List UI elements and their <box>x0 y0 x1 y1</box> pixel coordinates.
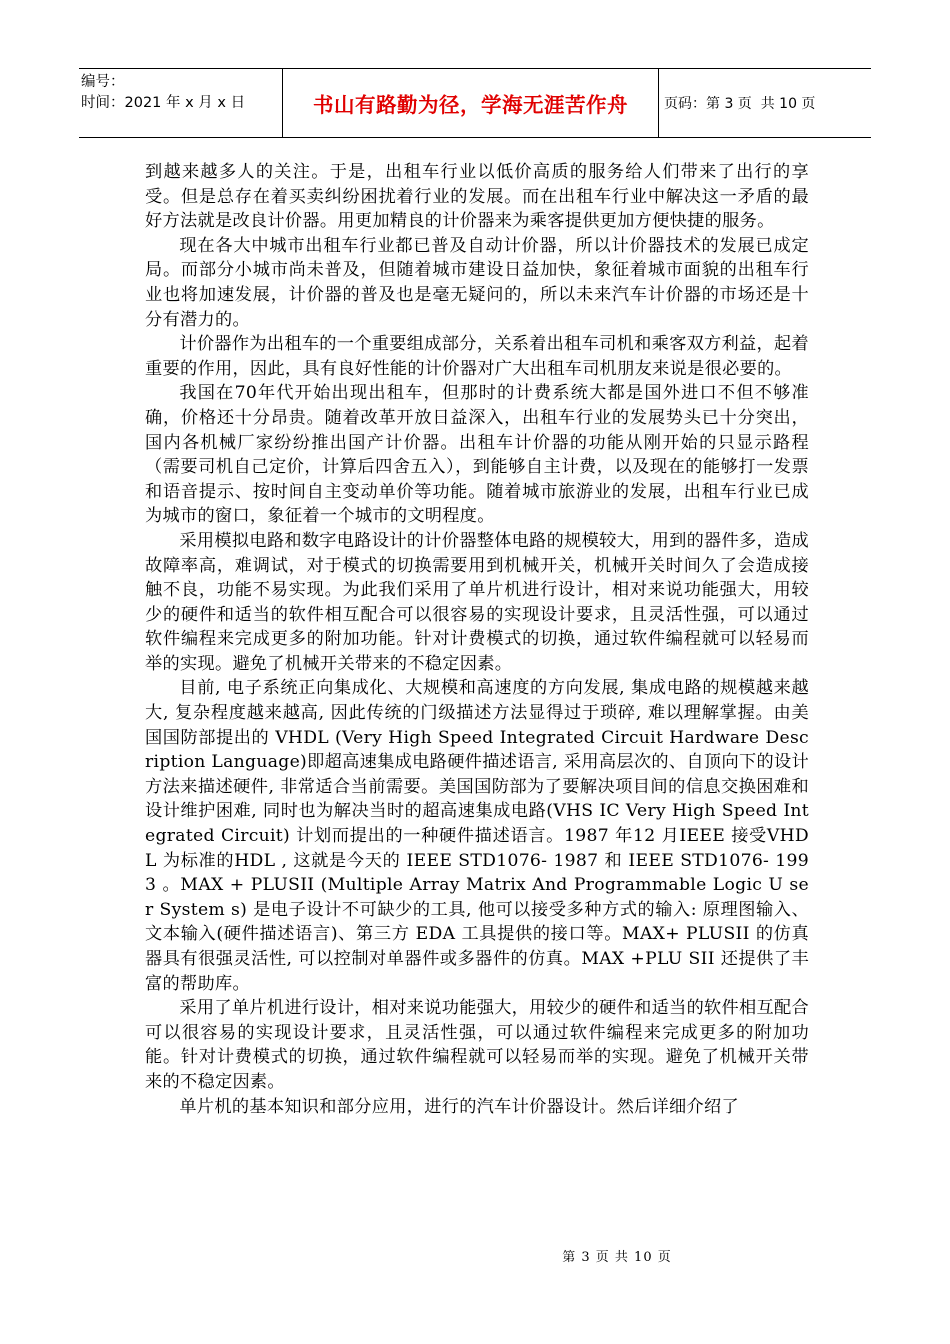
footer-page-number: 第 3 页 共 10 页 <box>562 1250 672 1265</box>
header-page-cell <box>659 69 871 137</box>
paragraph-2: 现在各大中城市出租车行业都已普及自动计价器，所以计价器技术的发展已成定局。而部分小城市尚未普及，但随着城市建设日益加快，象征着城市面貌的出租车行业也将加速发展，计价器的普及也是毫无疑问的，所以未来汽车计价器的市场还是十分有潜力的。 <box>145 235 809 330</box>
paragraph-8: 单片机的基本知识和部分应用，进行的汽车计价器设计。然后详细介绍了 <box>179 1096 739 1117</box>
doc-time-label: 时间：2021 年 x 月 x 日 <box>81 95 246 111</box>
page-header <box>79 68 871 138</box>
header-meta <box>79 69 282 137</box>
doc-number-label: 编号： <box>81 74 125 90</box>
paragraph-5: 采用模拟电路和数字电路设计的计价器整体电路的规模较大，用到的器件多，造成故障率高，难调试，对于模式的切换需要用到机械开关，机械开关时间久了会造成接触不良，功能不易实现。为此我们采用了单片机进行设计，相对来说功能强大，用较少的硬件和适当的软件相互配合可以很容易的实现设计要求，且灵活性强，可以通过软件编程来完成更多的附加功能。针对计费模式的切换，通过软件编程就可以轻易而举的实现。避免了机械开关带来的不稳定因素。 <box>145 530 809 674</box>
paragraph-4: 我国在70年代开始出现出租车，但那时的计费系统大都是国外进口不但不够准确，价格还十分昂贵。随着改革开放日益深入，出租车行业的发展势头已十分突出，国内各机械厂家纷纷推出国产计价器。出租车计价器的功能从刚开始的只显示路程（需要司机自己定价，计算后四舍五入），到能够自主计费，以及现在的能够打一发票和语音提示、按时间自主变动单价等功能。随着城市旅游业的发展，出租车行业已成为城市的窗口，象征着一个城市的文明程度。 <box>145 383 809 527</box>
document-body <box>145 160 809 1119</box>
page-info: 页码：第 3 页 共 10 页 <box>664 96 816 112</box>
paragraph-7: 采用了单片机进行设计，相对来说功能强大，用较少的硬件和适当的软件相互配合可以很容易的实现设计要求，且灵活性强，可以通过软件编程来完成更多的附加功能。针对计费模式的切换，通过软件编程就可以轻易而举的实现。避免了机械开关带来的不稳定因素。 <box>145 998 809 1092</box>
page-footer <box>0 1246 950 1265</box>
paragraph-1: 到越来越多人的关注。于是，出租车行业以低价高质的服务给人们带来了出行的享受。但是总存在着买卖纠纷困扰着行业的发展。而在出租车行业中解决这一矛盾的最好方法就是改良计价器。用更加精良的计价器来为乘客提供更加方便快捷的服务。 <box>145 162 809 232</box>
motto-text: 书山有路勤为径，学海无涯苦作舟 <box>313 93 628 117</box>
paragraph-3: 计价器作为出租车的一个重要组成部分，关系着出租车司机和乘客双方利益，起着重要的作用，因此，具有良好性能的计价器对广大出租车司机朋友来说是很必要的。 <box>145 334 809 379</box>
header-motto-cell <box>282 69 659 137</box>
paragraph-6: 目前, 电子系统正向集成化、大规模和高速度的方向发展, 集成电路的规模越来越大, 复杂程度越来越高, 因此传统的门级描述方法显得过于琐碎, 难以理解掌握。由美国国防部提出的 VHDL (Very High Speed Integrated Circuit Hardware Description Language)即超高速集成电路硬件描述语言, 采用高层次的、自顶向下的设计方法来描述硬件, 非常适合当前需要。美国国防部为了要解决项目间的信息交换困难和设计维护困难, 同时也为解决当时的超高速集成电路(VHS IC Very High Speed Integrated Circuit) 计划而提出的一种硬件描述语言。1987 年12 月IEEE 接受VHDL 为标准的HDL , 这就是今天的 IEEE STD1076- 1987 和 IEEE STD1076- 1993 。MAX + PLUSII (Multiple Array Matrix And Programmable Logic U ser System s) 是电子设计不可缺少的工具, 他可以接受多种方式的输入: 原理图输入、文本输入(硬件描述语言)、第三方 EDA 工具提供的接口等。MAX+ PLUSII 的仿真器具有很强灵活性, 可以控制对单器件或多器件的仿真。MAX +PLU SII 还提供了丰富的帮助库。 <box>145 678 809 994</box>
